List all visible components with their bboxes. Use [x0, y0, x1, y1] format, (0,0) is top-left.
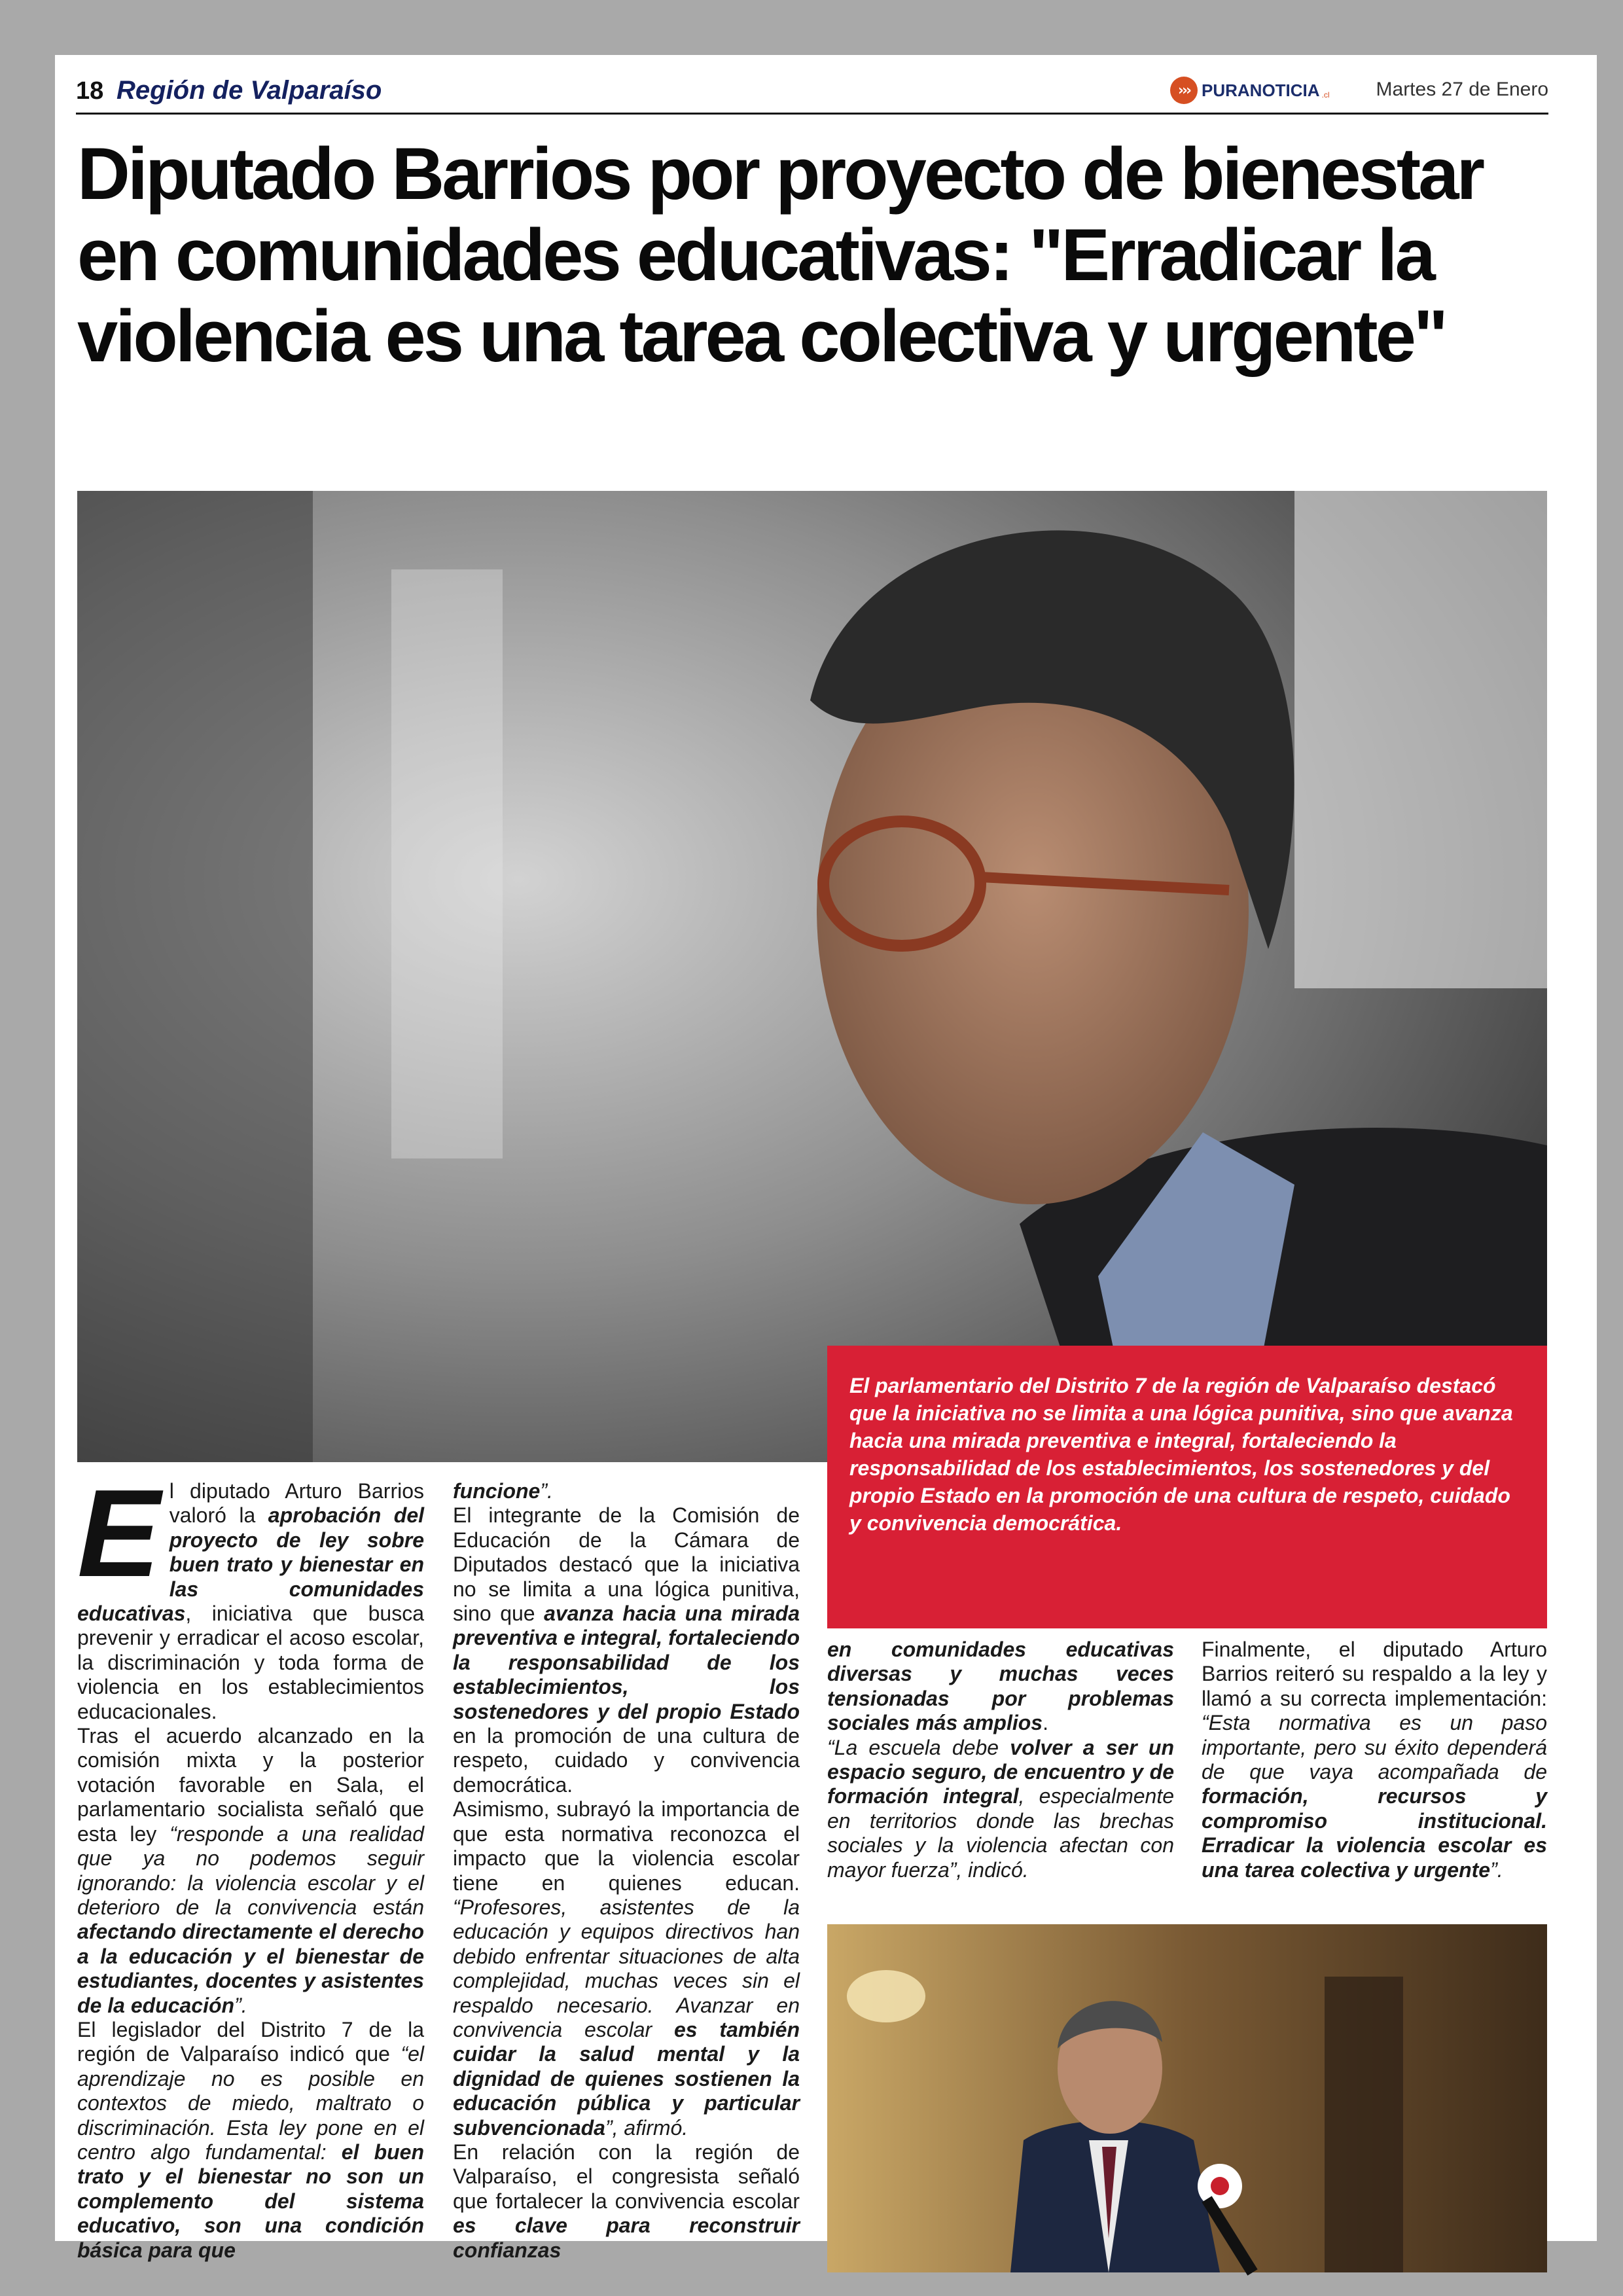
article-column-3 — [827, 1638, 1174, 1899]
article-run: el buen trato y el bienestar no son un complemento del sistema educativo, son una condición básica para que — [77, 2140, 425, 2262]
article-text-2 — [453, 1479, 800, 2263]
article-column-2 — [453, 1479, 800, 2262]
article-run: ”. — [234, 1993, 247, 2017]
article-run: avanza hacia una mirada preventiva e integral, fortaleciendo la responsabilidad de los establecimientos, los sostenedores y del propio Estado — [453, 1602, 800, 1723]
article-run: afectando directamente el derecho a la educación y el bienestar de estudiantes, docentes y asistentes de la educación — [77, 1920, 424, 2017]
article-run: El integrante de la Comisión de Educación de la Cámara de Diputados destacó que la iniciativa no se limita a una lógica punitiva, sino que — [453, 1503, 800, 1626]
article-run: , especialmente en territorios donde las brechas sociales y la violencia afectan con mayor fuerza”, indicó. — [827, 1784, 1174, 1882]
article-run: l diputado Arturo Barrios valoró la — [169, 1479, 424, 1528]
article-run: es también cuidar la salud mental y la dignidad de quienes sostienen la educación pública y particular subvencionada — [453, 2017, 800, 2140]
newspaper-page — [55, 55, 1597, 2262]
photo-caption: El parlamentario del Distrito 7 de la región de Valparaíso destacó que la iniciativa no se limita a una lógica punitiva, sino que avanza hacia una mirada preventiva e integral, fortaleciendo la responsabilidad de los establecimientos, los sostenedores y del propio Estado en la promoción de una cultura de respeto, cuidado y convivencia democrática. — [849, 1374, 1513, 1535]
logo-suffix: .cl — [1321, 90, 1330, 99]
article-run: “Esta normativa es un paso importante, pero su éxito dependerá de que vaya acompañada de — [1202, 1711, 1547, 1784]
article-run: “el aprendizaje no es posible en contextos de miedo, maltrato o discriminación. Esta ley pone en el centro algo fundamental: — [77, 2042, 424, 2164]
photo-caption-box — [827, 1346, 1547, 1628]
header-divider — [76, 113, 1548, 115]
logo-text: PURANOTICIA — [1202, 80, 1320, 100]
article-run: En relación con la región de Valparaíso, el congresista señaló que fortalecer la convivencia escolar — [453, 2140, 800, 2213]
puranoticia-logo — [1170, 76, 1330, 105]
article-run: Tras el acuerdo alcanzado en la comisión mixta y la posterior votación favorable en Sala, el parlamentario socialista señaló que esta ley — [77, 1724, 424, 1846]
article-run: es clave para reconstruir confianzas — [453, 2214, 800, 2262]
article-run: El legislador del Distrito 7 de la región de Valparaíso indicó que — [77, 2017, 424, 2066]
issue-date: Martes 27 de Enero — [1376, 79, 1548, 100]
article-run: ”, afirmó. — [605, 2115, 688, 2140]
article-run: “La escuela debe — [827, 1735, 1010, 1759]
article-run: Asimismo, subrayó la importancia de que esta normativa reconozca el impacto que la violencia escolar tiene en quienes educan. — [453, 1797, 800, 1895]
article-column-4 — [1202, 1638, 1547, 1899]
section-title: Región de Valparaíso — [116, 76, 382, 105]
article-text-1 — [77, 1464, 425, 2263]
article-run: en la promoción de una cultura de respeto, cuidado y convivencia democrática. — [453, 1724, 800, 1797]
article-run: “responde a una realidad que ya no podemos seguir ignorando: la violencia escolar y el deterioro de la convivencia están — [77, 1821, 425, 1919]
article-run: “Profesores, asistentes de la educación y equipos directivos han debido enfrentar situaciones de alta complejidad, muchas veces sin el respaldo necesario. Avanzar en convivencia escolar — [453, 1895, 800, 2041]
article-run: ”. — [1490, 1857, 1503, 1882]
main-photo-portrait — [77, 491, 1547, 1462]
article-run: en comunidades educativas diversas y muchas veces tensionadas por problemas sociales más amplios — [827, 1638, 1174, 1735]
article-run: , iniciativa que busca prevenir y erradicar el acoso escolar, la discriminación y toda forma de violencia en los establecimientos educacionales. — [77, 1602, 424, 1723]
article-text-4 — [1202, 1638, 1547, 1882]
article-text-3 — [827, 1638, 1174, 1882]
play-arrows-icon: ››› — [1170, 77, 1198, 104]
article-run: volver a ser un espacio seguro, de encuentro y de formación integral — [827, 1735, 1175, 1808]
headline: Diputado Barrios por proyecto de bienestar en comunidades educativas: "Erradicar la violencia es una tarea colectiva y urgente" — [77, 133, 1483, 377]
article-run: Finalmente, el diputado Arturo Barrios reiteró su respaldo a la ley y llamó a su correcta implementación: — [1202, 1638, 1547, 1710]
article-run: formación, recursos y compromiso institucional. Erradicar la violencia escolar es una tarea colectiva y urgente — [1202, 1784, 1547, 1882]
article-run: . — [1043, 1711, 1048, 1735]
page-number: 18 — [76, 77, 104, 105]
article-column-1 — [77, 1464, 425, 2262]
article-run: aprobación del proyecto de ley sobre buen trato y bienestar en las comunidades educativas — [77, 1503, 424, 1626]
article-run: ”. — [540, 1479, 553, 1503]
article-run: funcione — [453, 1479, 541, 1503]
interview-photo — [827, 1924, 1547, 2272]
drop-cap: E — [77, 1464, 160, 1603]
